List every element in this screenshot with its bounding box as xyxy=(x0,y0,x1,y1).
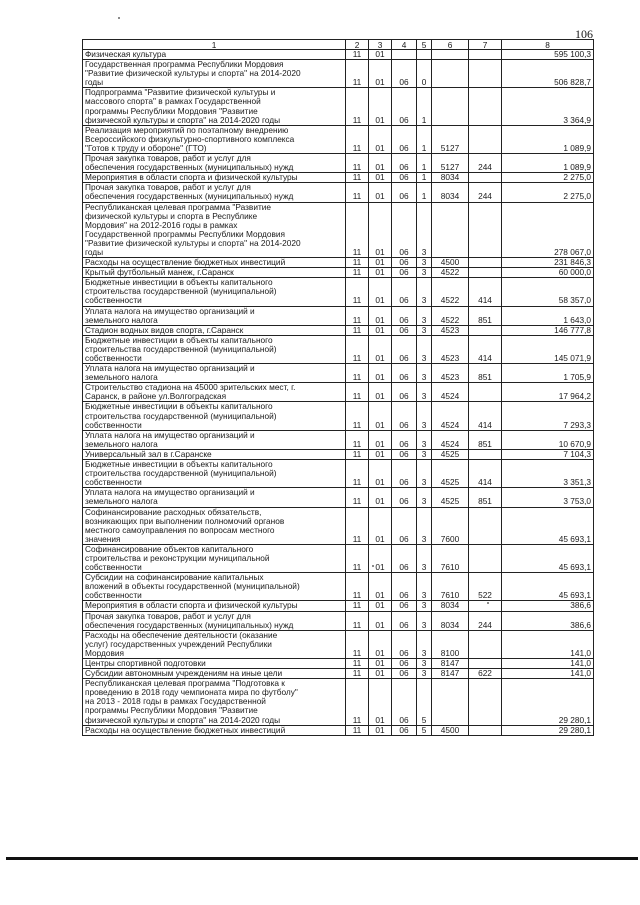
table-row xyxy=(83,183,594,202)
row-code-3: 01 xyxy=(369,679,392,725)
row-code-6: 8034 xyxy=(432,173,469,183)
row-code-5: 3 xyxy=(417,573,432,601)
row-code-6: 8147 xyxy=(432,659,469,669)
row-code-5: 1 xyxy=(417,125,432,153)
row-code-2: 11 xyxy=(346,725,369,735)
row-amount: 7 293,3 xyxy=(502,402,594,430)
header-row xyxy=(83,40,594,50)
row-code-5: 3 xyxy=(417,601,432,611)
row-code-2: 11 xyxy=(346,325,369,335)
bottom-rule xyxy=(6,857,638,860)
row-code-3: 01 xyxy=(369,258,392,268)
row-code-4: 06 xyxy=(392,258,417,268)
row-name: Расходы на обеспечение деятельности (оказание услуг) государственных учреждений Республики Мордовия xyxy=(83,630,346,658)
header-cell-4: 4 xyxy=(392,40,417,50)
row-code-6: 8147 xyxy=(432,669,469,679)
row-amount: 141,0 xyxy=(502,630,594,658)
row-code-7: 851 xyxy=(469,488,502,507)
row-code-2: 11 xyxy=(346,669,369,679)
row-name: Подпрограмма "Развитие физической культуры и массового спорта" в рамках Государственной программы Республики Мордовия "Развитие физической культуры и спорта" на 2014-2020 годы xyxy=(83,88,346,125)
row-code-6: 5127 xyxy=(432,125,469,153)
row-name: Уплата налога на имущество организаций и земельного налога xyxy=(83,306,346,325)
row-amount: 278 067,0 xyxy=(502,202,594,258)
row-code-4: 06 xyxy=(392,430,417,449)
row-code-5: 3 xyxy=(417,268,432,278)
table-row xyxy=(83,669,594,679)
row-name: Софинансирование объектов капитального строительства и реконструкции муниципальной собственности xyxy=(83,544,346,572)
row-code-2: 11 xyxy=(346,364,369,383)
row-code-6: 4500 xyxy=(432,725,469,735)
table-row xyxy=(83,679,594,725)
row-code-7 xyxy=(469,202,502,258)
row-amount: 3 364,9 xyxy=(502,88,594,125)
table-row xyxy=(83,154,594,173)
table-row xyxy=(83,573,594,601)
row-code-6: 8100 xyxy=(432,630,469,658)
row-code-5: 0 xyxy=(417,60,432,88)
row-code-5: 3 xyxy=(417,488,432,507)
row-code-2: 11 xyxy=(346,488,369,507)
row-amount: 3 753,0 xyxy=(502,488,594,507)
row-code-7 xyxy=(469,268,502,278)
row-code-3: 01 xyxy=(369,50,392,60)
header-cell-7: 7 xyxy=(469,40,502,50)
row-code-2: 11 xyxy=(346,335,369,363)
header-cell-1: 1 xyxy=(83,40,346,50)
row-code-6: 4522 xyxy=(432,268,469,278)
row-amount: 145 071,9 xyxy=(502,335,594,363)
row-code-3: 01 xyxy=(369,402,392,430)
row-amount: 3 351,3 xyxy=(502,460,594,488)
row-code-2: 11 xyxy=(346,268,369,278)
row-code-4: 06 xyxy=(392,725,417,735)
row-code-7: 851 xyxy=(469,306,502,325)
row-code-3: 01 xyxy=(369,573,392,601)
row-code-3: 01 xyxy=(369,325,392,335)
row-code-4: 06 xyxy=(392,679,417,725)
row-code-4: 06 xyxy=(392,488,417,507)
row-code-3: 01 xyxy=(369,364,392,383)
row-code-6: 4525 xyxy=(432,460,469,488)
row-code-4: 06 xyxy=(392,449,417,459)
table-row xyxy=(83,544,594,572)
row-amount: 506 828,7 xyxy=(502,60,594,88)
row-code-2: 11 xyxy=(346,183,369,202)
row-code-3: 01 xyxy=(369,306,392,325)
row-amount: 7 104,3 xyxy=(502,449,594,459)
row-code-3: 01 xyxy=(369,278,392,306)
row-code-2: 11 xyxy=(346,507,369,544)
row-code-6 xyxy=(432,60,469,88)
row-code-2: 11 xyxy=(346,630,369,658)
row-code-7: 851 xyxy=(469,430,502,449)
row-code-5: 1 xyxy=(417,88,432,125)
row-code-3: 01 xyxy=(369,60,392,88)
row-code-6: 7610 xyxy=(432,573,469,601)
row-code-2: 11 xyxy=(346,544,369,572)
row-code-3: 01 xyxy=(369,268,392,278)
row-name: Уплата налога на имущество организаций и земельного налога xyxy=(83,364,346,383)
row-code-2: 11 xyxy=(346,679,369,725)
row-name: Уплата налога на имущество организаций и земельного налога xyxy=(83,430,346,449)
table-row xyxy=(83,725,594,735)
row-amount: 595 100,3 xyxy=(502,50,594,60)
row-code-3: 01 xyxy=(369,630,392,658)
table-row xyxy=(83,364,594,383)
table-row xyxy=(83,335,594,363)
row-code-5: 3 xyxy=(417,364,432,383)
row-code-3: 01 xyxy=(369,383,392,402)
row-code-5: 1 xyxy=(417,154,432,173)
row-code-7 xyxy=(469,258,502,268)
row-code-3: 01 xyxy=(369,125,392,153)
row-code-5: 3 xyxy=(417,507,432,544)
row-name: Реализация мероприятий по поэтапному внедрению Всероссийского физкультурно-спортивного комплекса "Готов к труду и обороне" (ГТО) xyxy=(83,125,346,153)
row-code-4: 06 xyxy=(392,507,417,544)
row-code-6: 4523 xyxy=(432,364,469,383)
row-code-5: 1 xyxy=(417,173,432,183)
row-code-7 xyxy=(469,383,502,402)
row-code-6: 4524 xyxy=(432,402,469,430)
row-code-7: 414 xyxy=(469,278,502,306)
row-code-7 xyxy=(469,544,502,572)
row-code-3: 01 xyxy=(369,544,392,572)
row-code-5: 3 xyxy=(417,544,432,572)
header-cell-6: 6 xyxy=(432,40,469,50)
row-name: Субсидии на софинансирование капитальных вложений в объекты государственной (муниципальной) собственности xyxy=(83,573,346,601)
row-code-4: 06 xyxy=(392,573,417,601)
row-code-6: 4522 xyxy=(432,306,469,325)
row-code-4: 06 xyxy=(392,669,417,679)
row-code-3: 01 xyxy=(369,202,392,258)
row-code-5: 3 xyxy=(417,669,432,679)
row-code-4: 06 xyxy=(392,202,417,258)
row-amount: 45 693,1 xyxy=(502,507,594,544)
row-code-2: 11 xyxy=(346,125,369,153)
row-code-3: 01 xyxy=(369,88,392,125)
row-code-2: 11 xyxy=(346,449,369,459)
row-amount: 45 693,1 xyxy=(502,544,594,572)
table-row xyxy=(83,507,594,544)
row-code-5: 3 xyxy=(417,659,432,669)
row-name: Бюджетные инвестиции в объекты капитального строительства государственной (муниципальной) собственности xyxy=(83,335,346,363)
row-code-4: 06 xyxy=(392,173,417,183)
row-amount: 1 089,9 xyxy=(502,125,594,153)
table-row xyxy=(83,173,594,183)
row-name: Прочая закупка товаров, работ и услуг для обеспечения государственных (муниципальных) нужд xyxy=(83,154,346,173)
row-code-4: 06 xyxy=(392,60,417,88)
row-code-6 xyxy=(432,88,469,125)
row-code-3: 01 xyxy=(369,507,392,544)
row-name: Бюджетные инвестиции в объекты капитального строительства государственной (муниципальной) собственности xyxy=(83,402,346,430)
row-amount: 2 275,0 xyxy=(502,173,594,183)
table-row xyxy=(83,383,594,402)
row-code-3: 01 xyxy=(369,601,392,611)
row-code-5: 3 xyxy=(417,278,432,306)
row-code-6: 4500 xyxy=(432,258,469,268)
row-name: Универсальный зал в г.Саранске xyxy=(83,449,346,459)
table-row xyxy=(83,306,594,325)
row-code-4: 06 xyxy=(392,611,417,630)
table-row xyxy=(83,460,594,488)
row-name: Физическая культура xyxy=(83,50,346,60)
row-code-4: 06 xyxy=(392,630,417,658)
row-code-5: 3 xyxy=(417,430,432,449)
row-code-5: 3 xyxy=(417,306,432,325)
table-row xyxy=(83,60,594,88)
row-name: Центры спортивной подготовки xyxy=(83,659,346,669)
header-cell-8: 8 xyxy=(502,40,594,50)
row-amount: 29 280,1 xyxy=(502,725,594,735)
budget-table xyxy=(82,39,594,736)
table-row xyxy=(83,50,594,60)
row-code-2: 11 xyxy=(346,173,369,183)
row-code-4: 06 xyxy=(392,601,417,611)
table-row xyxy=(83,268,594,278)
row-amount: 141,0 xyxy=(502,669,594,679)
row-code-3: 01 xyxy=(369,488,392,507)
row-code-3: 01 xyxy=(369,725,392,735)
table-row xyxy=(83,630,594,658)
row-amount: 10 670,9 xyxy=(502,430,594,449)
row-amount: 146 777,8 xyxy=(502,325,594,335)
header-cell-3: 3 xyxy=(369,40,392,50)
row-code-2: 11 xyxy=(346,460,369,488)
row-name: Расходы на осуществление бюджетных инвестиций xyxy=(83,258,346,268)
row-code-2: 11 xyxy=(346,573,369,601)
row-code-5: 3 xyxy=(417,325,432,335)
table-row xyxy=(83,402,594,430)
row-code-7: 244 xyxy=(469,611,502,630)
row-code-2: 11 xyxy=(346,601,369,611)
row-amount: 231 846,3 xyxy=(502,258,594,268)
row-code-5: 3 xyxy=(417,335,432,363)
row-code-2: 11 xyxy=(346,278,369,306)
row-code-2: 11 xyxy=(346,383,369,402)
row-code-6: 4523 xyxy=(432,325,469,335)
row-code-7 xyxy=(469,725,502,735)
row-code-7: 851 xyxy=(469,364,502,383)
row-code-4 xyxy=(392,50,417,60)
row-code-4: 06 xyxy=(392,278,417,306)
row-code-5: 3 xyxy=(417,258,432,268)
row-amount: 29 280,1 xyxy=(502,679,594,725)
header-cell-2: 2 xyxy=(346,40,369,50)
row-name: Республиканская целевая программа "Подготовка к проведению в 2018 году чемпионата мира по футболу" на 2013 - 2018 годы в рамках Государственной программы Республики Мордовия "Развитие физической культуры и спорта" на 2014-2020 годы xyxy=(83,679,346,725)
row-name: Строительство стадиона на 45000 зрительских мест, г. Саранск, в районе ул.Волгоградская xyxy=(83,383,346,402)
row-code-4: 06 xyxy=(392,659,417,669)
row-code-7: 414 xyxy=(469,460,502,488)
row-code-4: 06 xyxy=(392,544,417,572)
row-code-2: 11 xyxy=(346,611,369,630)
row-code-5: 1 xyxy=(417,183,432,202)
row-code-3: 01 xyxy=(369,611,392,630)
row-code-2: 11 xyxy=(346,60,369,88)
row-amount: 141,0 xyxy=(502,659,594,669)
row-name: Государственная программа Республики Мордовия "Развитие физической культуры и спорта" на 2014-2020 годы xyxy=(83,60,346,88)
table-row xyxy=(83,488,594,507)
row-code-4: 06 xyxy=(392,154,417,173)
table-row xyxy=(83,202,594,258)
row-code-5: 3 xyxy=(417,449,432,459)
table-row xyxy=(83,125,594,153)
row-code-7: 244 xyxy=(469,154,502,173)
page-number: 106 xyxy=(575,27,593,41)
row-code-6 xyxy=(432,202,469,258)
row-code-3: 01 xyxy=(369,449,392,459)
row-code-5: 3 xyxy=(417,460,432,488)
row-code-4: 06 xyxy=(392,183,417,202)
row-code-5 xyxy=(417,50,432,60)
row-code-4: 06 xyxy=(392,125,417,153)
row-name: Прочая закупка товаров, работ и услуг для обеспечения государственных (муниципальных) нужд xyxy=(83,183,346,202)
row-name: Республиканская целевая программа "Развитие физической культуры и спорта в Республике Мордовия" на 2012-2016 годы в рамках Государственной программы Республики Мордовия "Развитие физической культуры и спорта" на 2014-2020 годы xyxy=(83,202,346,258)
row-code-3: 01 xyxy=(369,154,392,173)
row-code-6: 8034 xyxy=(432,601,469,611)
row-code-4: 06 xyxy=(392,306,417,325)
row-code-4: 06 xyxy=(392,402,417,430)
row-code-6: 8034 xyxy=(432,611,469,630)
row-code-3: 01 xyxy=(369,430,392,449)
row-code-5: 3 xyxy=(417,611,432,630)
row-code-4: 06 xyxy=(392,335,417,363)
row-name: Бюджетные инвестиции в объекты капитального строительства государственной (муниципальной) собственности xyxy=(83,460,346,488)
row-code-2: 11 xyxy=(346,306,369,325)
scan-speck xyxy=(118,17,120,19)
table-row xyxy=(83,278,594,306)
row-code-6: 4523 xyxy=(432,335,469,363)
row-code-4: 06 xyxy=(392,460,417,488)
row-code-5: 3 xyxy=(417,383,432,402)
row-code-3: 01 xyxy=(369,460,392,488)
row-code-7 xyxy=(469,679,502,725)
row-name: Мероприятия в области спорта и физической культуры xyxy=(83,173,346,183)
scan-speck xyxy=(487,602,489,604)
row-code-7 xyxy=(469,50,502,60)
row-amount: 17 964,2 xyxy=(502,383,594,402)
row-code-2: 11 xyxy=(346,154,369,173)
scan-speck xyxy=(372,565,374,567)
row-code-2: 11 xyxy=(346,258,369,268)
header-cell-5: 5 xyxy=(417,40,432,50)
row-amount: 45 693,1 xyxy=(502,573,594,601)
table-row xyxy=(83,430,594,449)
row-name: Стадион водных видов спорта, г.Саранск xyxy=(83,325,346,335)
row-code-5: 3 xyxy=(417,630,432,658)
table-row xyxy=(83,325,594,335)
row-name: Бюджетные инвестиции в объекты капитального строительства государственной (муниципальной) собственности xyxy=(83,278,346,306)
row-code-2: 11 xyxy=(346,50,369,60)
row-code-5: 5 xyxy=(417,725,432,735)
row-code-6: 4522 xyxy=(432,278,469,306)
row-name: Крытый футбольный манеж, г.Саранск xyxy=(83,268,346,278)
row-code-6 xyxy=(432,50,469,60)
row-name: Уплата налога на имущество организаций и земельного налога xyxy=(83,488,346,507)
row-code-6: 4524 xyxy=(432,430,469,449)
row-code-7 xyxy=(469,659,502,669)
row-code-2: 11 xyxy=(346,402,369,430)
row-code-7 xyxy=(469,88,502,125)
row-code-3: 01 xyxy=(369,183,392,202)
row-code-6: 4525 xyxy=(432,488,469,507)
row-code-2: 11 xyxy=(346,202,369,258)
row-code-3: 01 xyxy=(369,173,392,183)
row-code-7 xyxy=(469,601,502,611)
row-name: Расходы на осуществление бюджетных инвестиций xyxy=(83,725,346,735)
row-amount: 1 089,9 xyxy=(502,154,594,173)
row-code-4: 06 xyxy=(392,364,417,383)
row-code-7: 414 xyxy=(469,335,502,363)
row-code-6: 4525 xyxy=(432,449,469,459)
row-amount: 386,6 xyxy=(502,601,594,611)
row-code-7: 414 xyxy=(469,402,502,430)
row-code-3: 01 xyxy=(369,659,392,669)
row-code-2: 11 xyxy=(346,659,369,669)
row-code-6: 5127 xyxy=(432,154,469,173)
row-code-6: 4524 xyxy=(432,383,469,402)
row-code-4: 06 xyxy=(392,325,417,335)
row-amount: 60 000,0 xyxy=(502,268,594,278)
table-row xyxy=(83,258,594,268)
row-name: Софинансирование расходных обязательств, возникающих при выполнении полномочий органов местного самоуправления по вопросам местного значения xyxy=(83,507,346,544)
row-code-2: 11 xyxy=(346,88,369,125)
table-row xyxy=(83,449,594,459)
row-code-7: 622 xyxy=(469,669,502,679)
row-code-5: 5 xyxy=(417,679,432,725)
budget-table-body xyxy=(83,50,594,736)
row-name: Субсидии автономным учреждениям на иные цели xyxy=(83,669,346,679)
row-code-5: 3 xyxy=(417,402,432,430)
row-code-3: 01 xyxy=(369,335,392,363)
row-code-6: 7610 xyxy=(432,544,469,572)
row-code-3: 01 xyxy=(369,669,392,679)
row-code-7: 244 xyxy=(469,183,502,202)
row-code-6: 7600 xyxy=(432,507,469,544)
table-row xyxy=(83,611,594,630)
table-row xyxy=(83,601,594,611)
row-code-4: 06 xyxy=(392,268,417,278)
row-name: Прочая закупка товаров, работ и услуг для обеспечения государственных (муниципальных) нужд xyxy=(83,611,346,630)
row-code-7 xyxy=(469,125,502,153)
row-code-7 xyxy=(469,173,502,183)
row-code-5: 3 xyxy=(417,202,432,258)
row-code-4: 06 xyxy=(392,88,417,125)
row-amount: 2 275,0 xyxy=(502,183,594,202)
row-code-7: 522 xyxy=(469,573,502,601)
row-code-6: 8034 xyxy=(432,183,469,202)
row-code-7 xyxy=(469,630,502,658)
row-amount: 58 357,0 xyxy=(502,278,594,306)
row-name: Мероприятия в области спорта и физической культуры xyxy=(83,601,346,611)
table-row xyxy=(83,659,594,669)
row-code-7 xyxy=(469,449,502,459)
row-code-4: 06 xyxy=(392,383,417,402)
row-amount: 1 705,9 xyxy=(502,364,594,383)
row-amount: 386,6 xyxy=(502,611,594,630)
row-code-2: 11 xyxy=(346,430,369,449)
row-code-7 xyxy=(469,507,502,544)
row-code-7 xyxy=(469,60,502,88)
table-row xyxy=(83,88,594,125)
row-code-7 xyxy=(469,325,502,335)
row-amount: 1 643,0 xyxy=(502,306,594,325)
row-code-6 xyxy=(432,679,469,725)
